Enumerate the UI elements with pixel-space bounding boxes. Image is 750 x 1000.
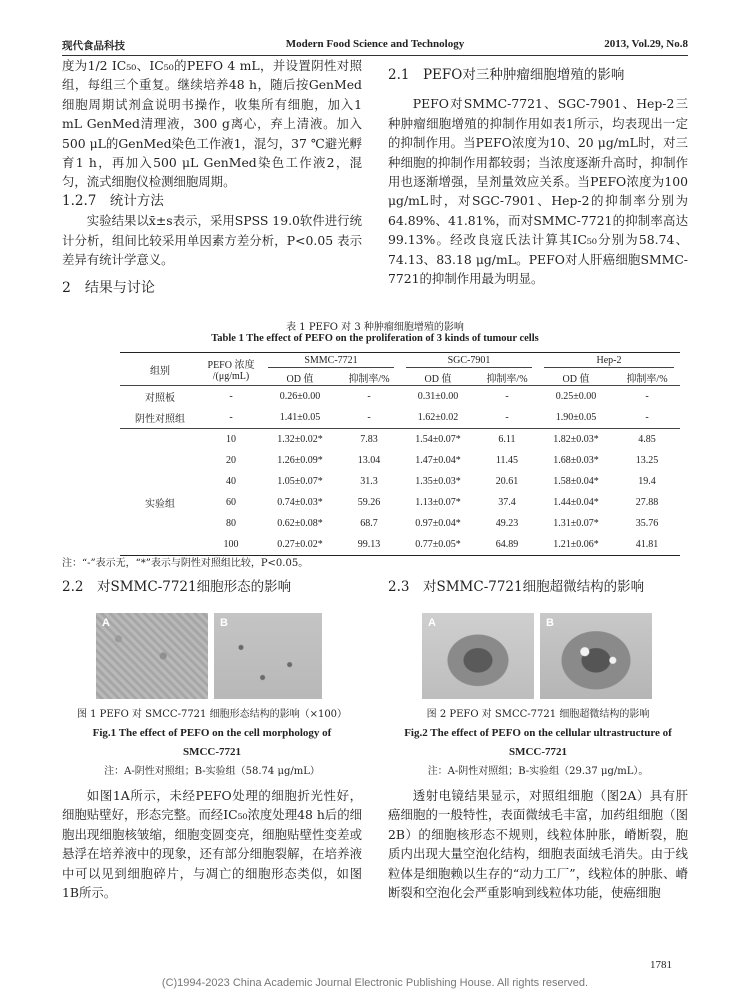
left-column	[62, 56, 362, 299]
section-heading-1-2-7: 1.2.7 统计方法	[62, 192, 164, 209]
table-row	[120, 492, 680, 513]
paragraph: 透射电镜结果显示，对照组细胞（图2A）具有肝癌细胞的一般特性，表面微绒毛丰富，加药组细胞（图2B）的细胞核形态不规则，线粒体肿胀，嵴断裂，胞质内出现大量空泡化结构，细胞表面绒毛消失。由于线粒体是细胞赖以生存的“动力工厂”，线粒体的肿胀、嵴断裂和空泡化会严重影响到线粒体功能，使癌细胞	[388, 788, 688, 901]
table-cell: 1.31±0.07*	[553, 518, 599, 529]
table-cell: 37.4	[498, 497, 516, 508]
header-rate: 抑制率/%	[614, 369, 680, 386]
header-conc: PEFO 浓度 /(μg/mL)	[200, 353, 262, 386]
table-cell: 1.13±0.07*	[415, 497, 461, 508]
fig2-caption	[388, 705, 688, 781]
table-cell: 0.25±0.00	[555, 391, 597, 402]
table-cell: 64.89	[476, 534, 538, 556]
table-cell: 68.7	[360, 518, 378, 529]
fig1-panel-b-image	[214, 613, 322, 699]
copyright-footer: (C)1994-2023 China Academic Journal Electronic Publishing House. All rights reserved.	[161, 977, 589, 989]
journal-name-en: Modern Food Science and Technology	[285, 38, 465, 50]
table-cell: 1.35±0.03*	[415, 476, 461, 487]
table-cell: 20.61	[495, 476, 519, 487]
table-cell: 6.11	[498, 434, 516, 445]
table-cell: 1.90±0.05	[538, 407, 614, 429]
table-cell: 27.88	[635, 497, 659, 508]
table-cell: 0.26±0.00	[279, 391, 321, 402]
table-cell: -	[645, 391, 649, 402]
data-table	[120, 352, 680, 556]
fig2-caption-en-2: SMCC-7721	[508, 746, 568, 758]
header-cell-line: SGC-7901	[400, 353, 538, 370]
table-cell: -	[338, 407, 400, 429]
fig1-caption	[62, 705, 362, 781]
table-cell: 0.27±0.02*	[262, 534, 338, 556]
table-cell: 1.44±0.04*	[553, 497, 599, 508]
fig1-caption-en-1: Fig.1 The effect of PEFO on the cell morphology of	[92, 727, 332, 739]
table-title-cn: 表 1 PEFO 对 3 种肿瘤细胞增殖的影响	[286, 322, 464, 333]
header-rate: 抑制率/%	[476, 369, 538, 386]
fig2-panel-b-image	[540, 613, 652, 699]
table-title-en: Table 1 The effect of PEFO on the proliferation of 3 kinds of tumour cells	[211, 333, 539, 344]
cell-group: 对照板	[145, 393, 175, 404]
cell-group	[120, 450, 200, 471]
paragraph: 如图1A所示，未经PEFO处理的细胞折光性好，细胞贴壁好，形态完整。而经IC₅₀浓度处理48 h后的细胞出现细胞核皱缩，细胞变圆变亮，细胞贴壁性变差或悬浮在培养液中的现象，还有部分细胞裂解，在培养液中可以见到细胞碎片，与凋亡的细胞形态类似，如图1B所示。	[62, 788, 362, 901]
table-cell: 0.74±0.03*	[277, 497, 323, 508]
running-header	[62, 38, 688, 52]
section-2-2-heading	[62, 578, 362, 597]
table-cell: 13.25	[635, 455, 659, 466]
table-row	[120, 513, 680, 534]
table-cell: 49.23	[495, 518, 519, 529]
header-od: OD 值	[538, 369, 614, 386]
cell-conc: 10	[226, 434, 236, 445]
panel-label: B	[546, 617, 554, 629]
table-row	[120, 429, 680, 451]
cell-group	[120, 429, 200, 451]
table-cell: 99.13	[338, 534, 400, 556]
table-cell: 1.62±0.02	[400, 407, 476, 429]
cell-group	[120, 513, 200, 534]
paragraph: 实验结果以x̄±s表示，采用SPSS 19.0软件进行统计分析，组间比较采用单因素方差分析，P<0.05 表示差异有统计学意义。	[62, 213, 362, 268]
table-cell: 0.31±0.00	[417, 391, 459, 402]
header-group: 组别	[120, 353, 200, 386]
table-note: 注：“-”表示无，“*”表示与阴性对照组比较，P<0.05。	[62, 558, 309, 569]
cell-conc: -	[229, 391, 233, 402]
table-cell: 1.47±0.04*	[415, 455, 461, 466]
journal-name-cn: 现代食品科技	[62, 40, 125, 52]
table-cell: 0.97±0.04*	[415, 518, 461, 529]
header-od: OD 值	[400, 369, 476, 386]
cell-group	[120, 534, 200, 556]
table-cell: 1.41±0.05	[262, 407, 338, 429]
section-heading-2-2: 2.2 对SMMC-7721细胞形态的影响	[62, 579, 292, 595]
table-cell: 59.26	[357, 497, 381, 508]
table-cell: 41.81	[614, 534, 680, 556]
fig1-panel-a-image	[96, 613, 208, 699]
issue-info: 2013, Vol.29, No.8	[604, 38, 688, 50]
table-cell: 11.45	[495, 455, 519, 466]
table-cell: 1.05±0.07*	[277, 476, 323, 487]
section-heading-2: 2 结果与讨论	[62, 280, 155, 297]
table-cell: -	[505, 391, 509, 402]
fig1-caption-en-2: SMCC-7721	[182, 746, 242, 758]
table-row	[120, 534, 680, 556]
table-cell: -	[476, 407, 538, 429]
table-cell: 13.04	[357, 455, 381, 466]
right-column	[388, 66, 688, 288]
section-heading-2-3: 2.3 对SMMC-7721细胞超微结构的影响	[388, 579, 645, 595]
table-cell: 1.58±0.04*	[553, 476, 599, 487]
paragraph: PEFO对SMMC-7721、SGC-7901、Hep-2三种肿瘤细胞增殖的抑制作用如表1所示，均表现出一定的抑制作用。当PEFO浓度为10、20 μg/mL时，对三种细胞的抑制作用都较弱；当浓度逐渐升高时，抑制作用也逐渐增强，呈剂量效应关系。当PEFO浓度为100 μg/mL时，对SGC-7901、Hep-2的抑制率分别为64.89%、41.81%，而对SMMC-7721的抑制率高达99.13%。经改良寇氏法计算其IC₅₀分别为58.74、74.13、83.18 μg/mL。PEFO对人肝癌细胞SMMC-7721的抑制作用最为明显。	[388, 96, 688, 287]
table-cell: 1.68±0.03*	[553, 455, 599, 466]
section-2-3-heading	[388, 578, 688, 597]
fig1-note: 注：A-阴性对照组；B-实验组（58.74 μg/mL）	[104, 766, 320, 777]
cell-conc: 20	[226, 455, 236, 466]
header-cell-line: SMMC-7721	[262, 353, 400, 370]
cell-conc: 40	[226, 476, 236, 487]
table-row	[120, 450, 680, 471]
table-cell: 1.82±0.03*	[553, 434, 599, 445]
cell-group: 实验组	[145, 499, 175, 510]
header-od: OD 值	[262, 369, 338, 386]
table-cell: 0.62±0.08*	[277, 518, 323, 529]
fig2-panel-a-image	[422, 613, 534, 699]
header-rate: 抑制率/%	[338, 369, 400, 386]
section-2-3-body	[388, 786, 688, 902]
cell-conc: 100	[200, 534, 262, 556]
panel-label: A	[428, 617, 436, 629]
table-cell: 1.32±0.02*	[277, 434, 323, 445]
table-row	[120, 471, 680, 492]
section-heading-2-1: 2.1 PEFO对三种肿瘤细胞增殖的影响	[388, 67, 625, 83]
page-number: 1781	[650, 959, 672, 971]
fig2-note: 注：A-阴性对照组；B-实验组（29.37 μg/mL）。	[427, 766, 649, 777]
cell-group: 阴性对照组	[120, 407, 200, 429]
cell-conc: 60	[226, 497, 236, 508]
table-cell: 1.26±0.09*	[277, 455, 323, 466]
table-cell: 1.21±0.06*	[538, 534, 614, 556]
table-row	[120, 407, 680, 429]
table-cell: 19.4	[638, 476, 656, 487]
fig2-caption-cn: 图 2 PEFO 对 SMCC-7721 细胞超微结构的影响	[426, 709, 650, 720]
table-cell: 4.85	[638, 434, 656, 445]
section-2-2-body	[62, 786, 362, 902]
table-cell: -	[367, 391, 371, 402]
header-cell-line: Hep-2	[538, 353, 680, 370]
table-cell: 7.83	[360, 434, 378, 445]
fig2-caption-en-1: Fig.2 The effect of PEFO on the cellular ultrastructure of	[404, 727, 672, 739]
table-cell: 31.3	[360, 476, 378, 487]
cell-conc: 80	[226, 518, 236, 529]
table-cell: 35.76	[635, 518, 659, 529]
table-cell: 0.77±0.05*	[400, 534, 476, 556]
table-cell: -	[614, 407, 680, 429]
table-row	[120, 386, 680, 408]
table-cell: 1.54±0.07*	[415, 434, 461, 445]
fig1-caption-cn: 图 1 PEFO 对 SMCC-7721 细胞形态结构的影响（×100）	[76, 709, 348, 720]
paragraph: 度为1/2 IC₅₀、IC₅₀的PEFO 4 mL，并设置阴性对照组，每组三个重复。继续培养48 h，随后按GenMed细胞周期试剂盒说明书操作，收集所有细胞，加入1 mL GenMed清理液，300 g离心，弃上清液。加入500 μL的GenMed染色工作液1，混匀，37 ℃避光孵育1 h，再加入500 μL GenMed染色工作液2，混匀，流式细胞仪检测细胞周期。	[62, 58, 362, 190]
cell-conc: -	[200, 407, 262, 429]
panel-label: A	[102, 617, 110, 629]
cell-group	[120, 471, 200, 492]
panel-label: B	[220, 617, 228, 629]
